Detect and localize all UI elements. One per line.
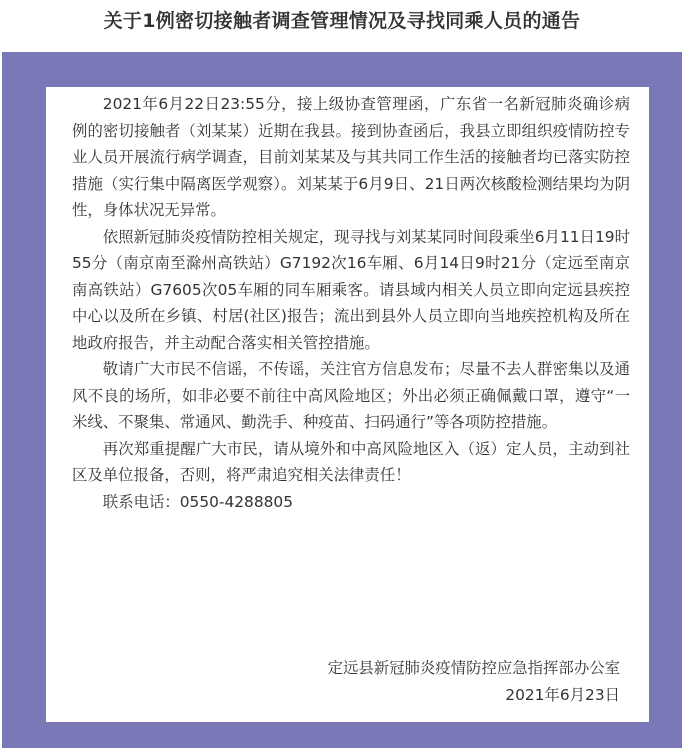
- paragraph-passenger-search: 依照新冠肺炎疫情防控相关规定，现寻找与刘某某同时间段乘坐6月11日19时55分（南京南至滁州高铁站）G7192次16车厢、6月14日9时21分（定远至南京南高铁站）G7605次05车厢的同车厢乘客。请县域内相关人员立即向定远县疾控中心以及所在乡镇、村居(社区)报告；流出到县外人员立即向当地疾控机构及所在地政府报告，并主动配合落实相关管控措施。: [72, 227, 630, 352]
- issue-date: 2021年6月23日: [505, 686, 620, 704]
- contact-phone: 联系电话：0550-4288805: [102, 492, 294, 511]
- signature-block: [328, 655, 620, 709]
- issuer-name: 定远县新冠肺炎疫情防控应急指挥部办公室: [327, 659, 620, 677]
- notice-body: [72, 91, 630, 515]
- notice-frame: [2, 52, 682, 748]
- paragraph-reminder: 再次郑重提醒广大市民，请从境外和中高风险地区入（返）定人员，主动到社区及单位报备，否则，将严肃追究相关法律责任！: [72, 439, 630, 484]
- notice-title: 关于1例密切接触者调查管理情况及寻找同乘人员的通告: [103, 10, 581, 32]
- paragraph-public-advice: 敬请广大市民不信谣，不传谣，关注官方信息发布；尽量不去人群密集以及通风不良的场所，如非必要不前往中高风险地区；外出必须正确佩戴口罩，遵守“一米线、不聚集、常通风、勤洗手、种疫苗、扫码通行”等各项防控措施。: [72, 360, 630, 431]
- notice-sheet: [46, 87, 649, 722]
- paragraph-situation: 2021年6月22日23:55分，接上级协查管理函，广东省一名新冠肺炎确诊病例的密切接触者（刘某某）近期在我县。接到协查函后，我县立即组织疫情防控专业人员开展流行病学调查，目前刘某某及与其共同工作生活的接触者均已落实防控措施（实行集中隔离医学观察）。刘某某于6月9日、21日两次核酸检测结果均为阴性，身体状况无异常。: [72, 95, 630, 219]
